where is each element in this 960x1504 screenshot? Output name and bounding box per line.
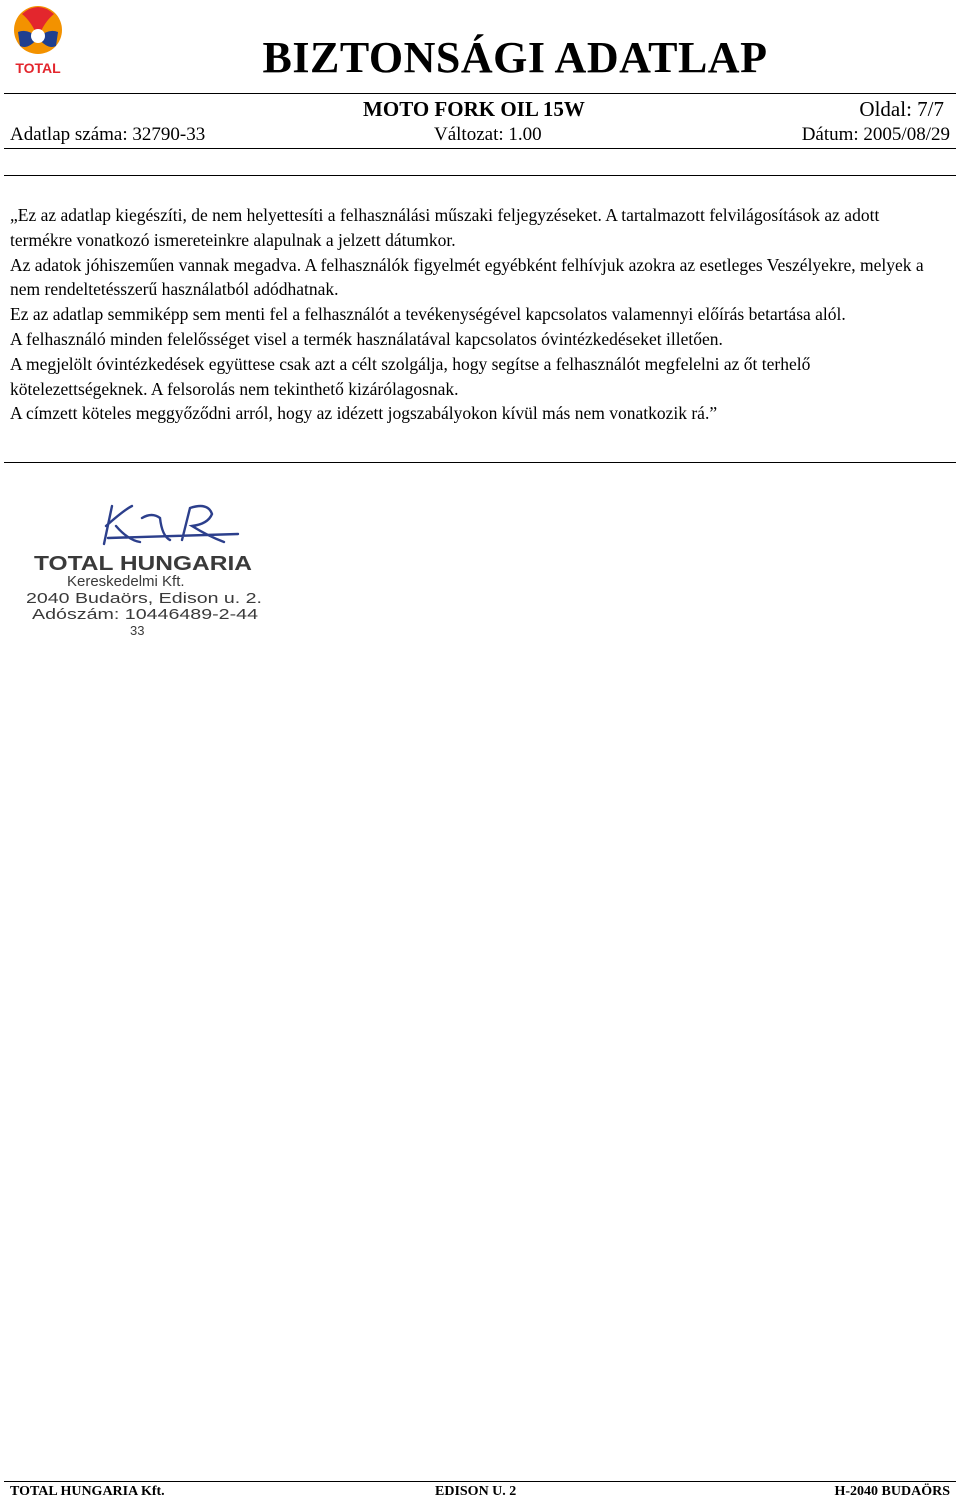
stamp-line: Kereskedelmi Kft. — [67, 573, 185, 590]
section-rule — [4, 175, 956, 176]
header-rule-top — [4, 93, 956, 94]
product-name: MOTO FORK OIL 15W — [363, 97, 585, 121]
footer-city: H-2040 BUDAÖRS — [834, 1484, 950, 1499]
total-logo-icon — [8, 2, 68, 76]
footer-rule — [4, 1481, 956, 1482]
header-rule-bottom — [4, 148, 956, 149]
paragraph: „Ez az adatlap kiegészíti, de nem helyettesíti a felhasználási műszaki feljegyzéseket. A tartalmazott felvilágosítások az adott termékre vonatkozó ismereteinkre alapulnak a jelzett dátumkor. — [10, 205, 880, 250]
stamp-line: TOTAL HUNGARIA — [34, 553, 252, 575]
signature-icon — [104, 506, 238, 544]
company-stamp — [12, 478, 268, 638]
body-rule — [4, 462, 956, 463]
sheet-number: Adatlap száma: 32790-33 — [10, 124, 206, 145]
version: Változat: 1.00 — [434, 124, 542, 145]
paragraph: Az adatok jóhiszeműen vannak megadva. A felhasználók figyelmét egyébként felhívjuk azokra az esetleges Veszélyekre, melyek a nem rendeltetésszerű használatból adódhatnak. — [10, 254, 924, 300]
document-title: BIZTONSÁGI ADATLAP — [262, 33, 768, 82]
stamp-line: 2040 Budaörs, Edison u. 2. — [26, 590, 262, 607]
disclaimer-text — [10, 203, 940, 426]
footer-street: EDISON U. 2 — [435, 1484, 517, 1499]
footer — [10, 1483, 950, 1501]
document-meta — [10, 122, 950, 148]
stamp-line: 33 — [130, 623, 145, 638]
stamp-line: Adószám: 10446489-2-44 — [32, 606, 258, 623]
footer-company: TOTAL HUNGARIA Kft. — [10, 1484, 165, 1499]
paragraph: A címzett köteles meggyőződni arról, hogy az idézett jogszabályokon kívül más nem vonatkozik rá.” — [10, 403, 718, 424]
paragraph: A megjelölt óvintézkedések együttese csak azt a célt szolgálja, hogy segítse a felhasználót megfelelni az őt terhelő kötelezettségeknek. A felsorolás nem tekinthető kizárólagosnak. — [10, 353, 811, 399]
logo-text: TOTAL — [15, 60, 61, 76]
page-number: Oldal: 7/7 — [859, 97, 944, 121]
paragraph: Ez az adatlap semmiképp sem menti fel a felhasználót a tevékenységével kapcsolatos valamennyi előírás betartása alól. — [10, 304, 846, 325]
date: Dátum: 2005/08/29 — [801, 124, 950, 145]
paragraph: A felhasználó minden felelősséget visel a termék használatával kapcsolatos óvintézkedéseket illetően. — [10, 328, 723, 349]
